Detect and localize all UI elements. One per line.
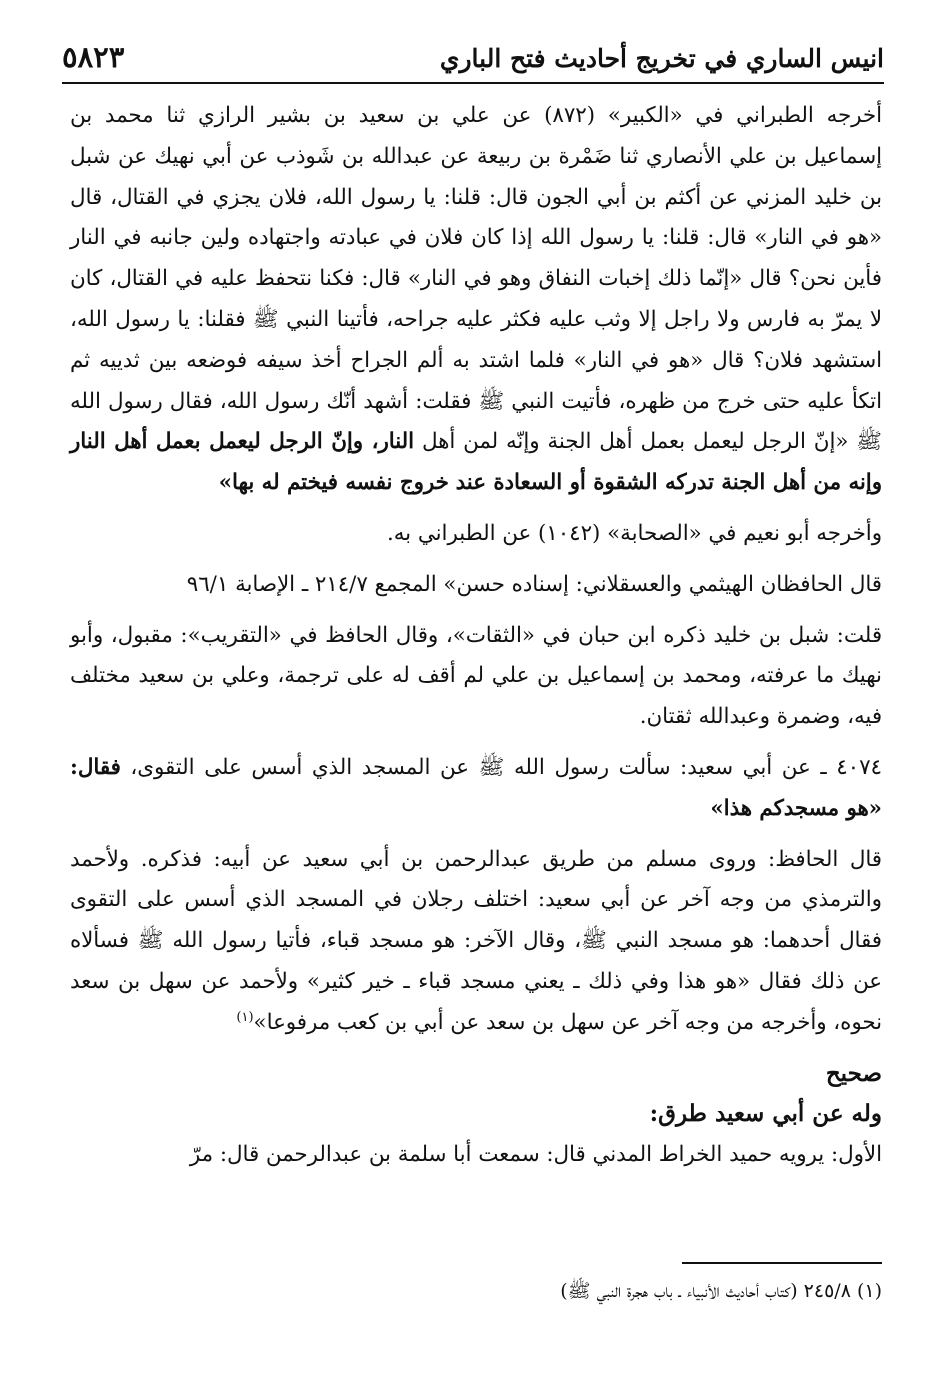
text-line: النار، وإنّ الرجل ليعمل بعمل أهل النار وإنه من أهل الجنة تدركه الشقوة أو السعادة عند (70, 429, 882, 496)
footnote-divider (682, 1262, 882, 1264)
paragraph-hafiz (70, 840, 882, 1044)
text-line: كعب مرفوعا» (253, 1009, 379, 1035)
text-line: عليه في القتال، كان لا يمرّ به فارس ولا راجل إلا وثب عليه فكثر عليه جراحه، فأتينا (70, 266, 882, 332)
paragraph-comment (70, 616, 882, 738)
text-line: وأخرجه أبو نعيم في «الصحابة» (١٠٤٢) عن الطبراني به. (386, 520, 882, 546)
text-line: ولأحمد والترمذي من وجه آخر عن أبي سعيد: اختلف رجلان في المسجد الذي أسس (70, 846, 882, 913)
text-line: أخرجه الطبراني في «الكبير» (٨٧٢) عن علي بن سعيد بن بشير الرازي ثنا محمد بن (70, 103, 882, 128)
paragraph-first-path (70, 1135, 882, 1176)
text-line: خروج نفسه فيختم له بها» (218, 470, 449, 496)
book-title: انيس الساري في تخريج أحاديث فتح الباري (439, 44, 884, 73)
text-line: النبي ﷺ فقلنا: يا رسول الله، استشهد فلان؟ قال «هو في النار» فلما اشتد به ألم الجراح (70, 306, 882, 373)
main-text (70, 96, 882, 1176)
page-header (62, 40, 884, 84)
text-line: قال الحافظان الهيثمي والعسقلاني: إسناده حسن» المجمع ٢١٤/٧ ـ الإصابة ٩٦/١ (186, 571, 882, 597)
text-line: أشهد أنّك رسول الله، فقال رسول الله ﷺ «إنّ الرجل ليعمل بعمل أهل الجنة وإنّه لمن أهل (70, 388, 882, 455)
text-line: رسول الله ﷺ فسألاه عن ذلك فقال «هو هذا وفي ذلك ـ يعني مسجد قباء ـ خير كثير» (70, 928, 882, 994)
hadith-4074 (70, 748, 882, 830)
text-line: ولأحمد عن سهل بن سعد نحوه، وأخرجه من وجه آخر عن سهل بن سعد عن أبي بن (70, 968, 882, 1035)
text-line: فقال: «هو مسجدكم هذا» (70, 754, 882, 821)
text-line: صحيح (825, 1059, 882, 1087)
page-number: ٥٨٢٣ (62, 40, 125, 74)
paragraph-abu-nuaym (70, 514, 882, 555)
text-line: وله عن أبي سعيد طرق: (649, 1100, 882, 1128)
text-line: جانبه في النار فأين نحن؟ قال «إنّما ذلك إخبات النفاق وهو في النار» قال: فكنا نتحفظ (70, 225, 882, 292)
text-line: شبل بن خليد المزني عن أكثم بن أبي الجون قال: قلنا: يا رسول الله، فلان يجزي في (70, 143, 883, 210)
text-line: قال الحافظ: وروى مسلم من طريق عبدالرحمن بن أبي سعيد عن أبيه: فذكره. (140, 846, 882, 872)
footnote-ref: (١) (236, 1009, 254, 1025)
paragraph-grading (70, 565, 882, 606)
text-line: القتال، قال «هو في النار» قال: قلنا: يا رسول الله إذا كان فلان في عبادته واجتهاده ولين (70, 184, 882, 251)
paragraph-tabarani (70, 96, 882, 504)
footnote: (١) ٢٤٥/٨ (كتاب أحاديث الأنبياء ـ باب هجرة النبي ﷺ) (560, 1280, 882, 1302)
text-line: وعلي بن سعيد مختلف فيه، وضمرة وعبدالله ثقتان. (70, 663, 882, 730)
text-line: الأول: يرويه حميد الخراط المدني قال: سمعت أبا سلمة بن عبدالرحمن قال: مرّ (189, 1142, 882, 1168)
grading-heading (70, 1054, 882, 1095)
text-line: أخذ سيفه فوضعه بين ثدييه ثم اتكأ عليه حتى خرج من ظهره، فأتيت النبي ﷺ فقلت: (70, 347, 883, 414)
text-line: قلت: شبل بن خليد ذكره ابن حبان في «الثقات»، وقال الحافظ في «التقريب»: (180, 622, 883, 648)
paths-heading (70, 1094, 882, 1135)
text-line: مقبول، وأبو نهيك ما عرفته، ومحمد بن إسماعيل بن علي لم أقف له على ترجمة، (70, 622, 882, 689)
text-line: على التقوى فقال أحدهما: هو مسجد النبي ﷺ، وقال الآخر: هو مسجد قباء، فأتيا (70, 887, 882, 954)
text-line: إسماعيل بن علي الأنصاري ثنا ضَمْرة بن ربيعة عن عبدالله بن شَوذب عن أبي نهيك عن (118, 143, 882, 169)
text-line: ٤٠٧٤ ـ عن أبي سعيد: سألت رسول الله ﷺ عن المسجد الذي أسس على التقوى، (130, 754, 882, 780)
